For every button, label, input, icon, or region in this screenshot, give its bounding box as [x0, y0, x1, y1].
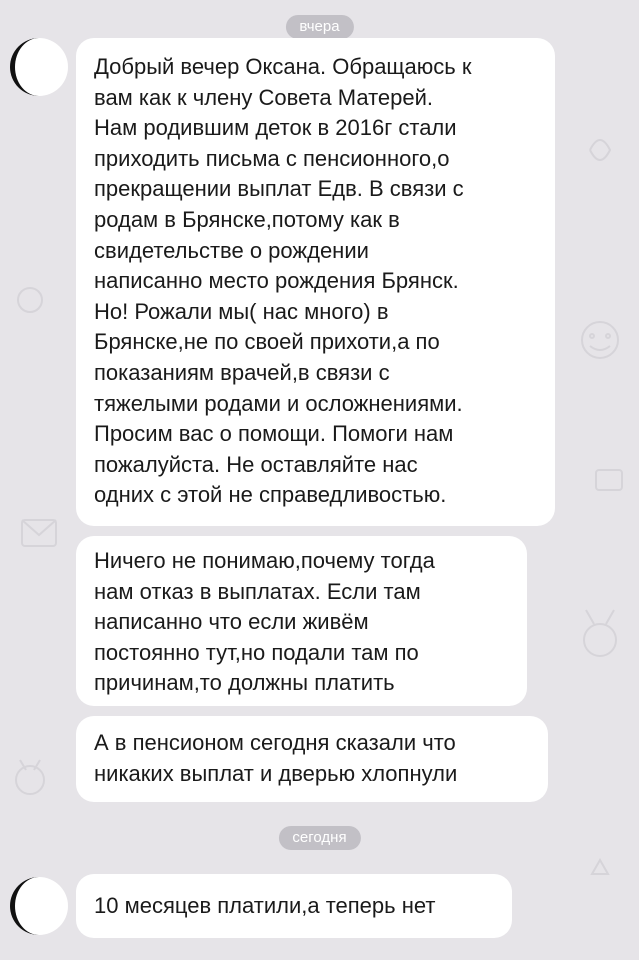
message-bubble[interactable]: Добрый вечер Оксана. Обращаюсь к вам как к члену Совета Матерей. Нам родившим деток в 2016г стали приходить письма с пенсионного,о прекращении выплат Едв. В связи с родам в Брянске,потому как в свидетельстве о рождении написанно место рождения Брянск. Но! Рожали мы( нас много) в Брянске,не по своей прихоти,а по показаниям врачей,в связи с тяжелыми родами и осложнениями. Просим вас о помощи. Помоги нам пожалуйста. Не оставляйте нас одних с этой не справедливостью.: [76, 38, 555, 526]
message-bubble[interactable]: 10 месяцев платили,а теперь нет: [76, 874, 512, 938]
date-separator-yesterday: вчера: [285, 15, 353, 39]
message-bubble[interactable]: Ничего не понимаю,почему тогда нам отказ в выплатах. Если там написанно что если живём постоянно тут,но подали там по причинам,то должны платить: [76, 536, 527, 706]
message-bubble[interactable]: А в пенсионом сегодня сказали что никаких выплат и дверью хлопнули: [76, 716, 548, 802]
avatar[interactable]: [10, 877, 68, 935]
date-separator-today: сегодня: [278, 826, 360, 850]
avatar[interactable]: [10, 38, 68, 96]
